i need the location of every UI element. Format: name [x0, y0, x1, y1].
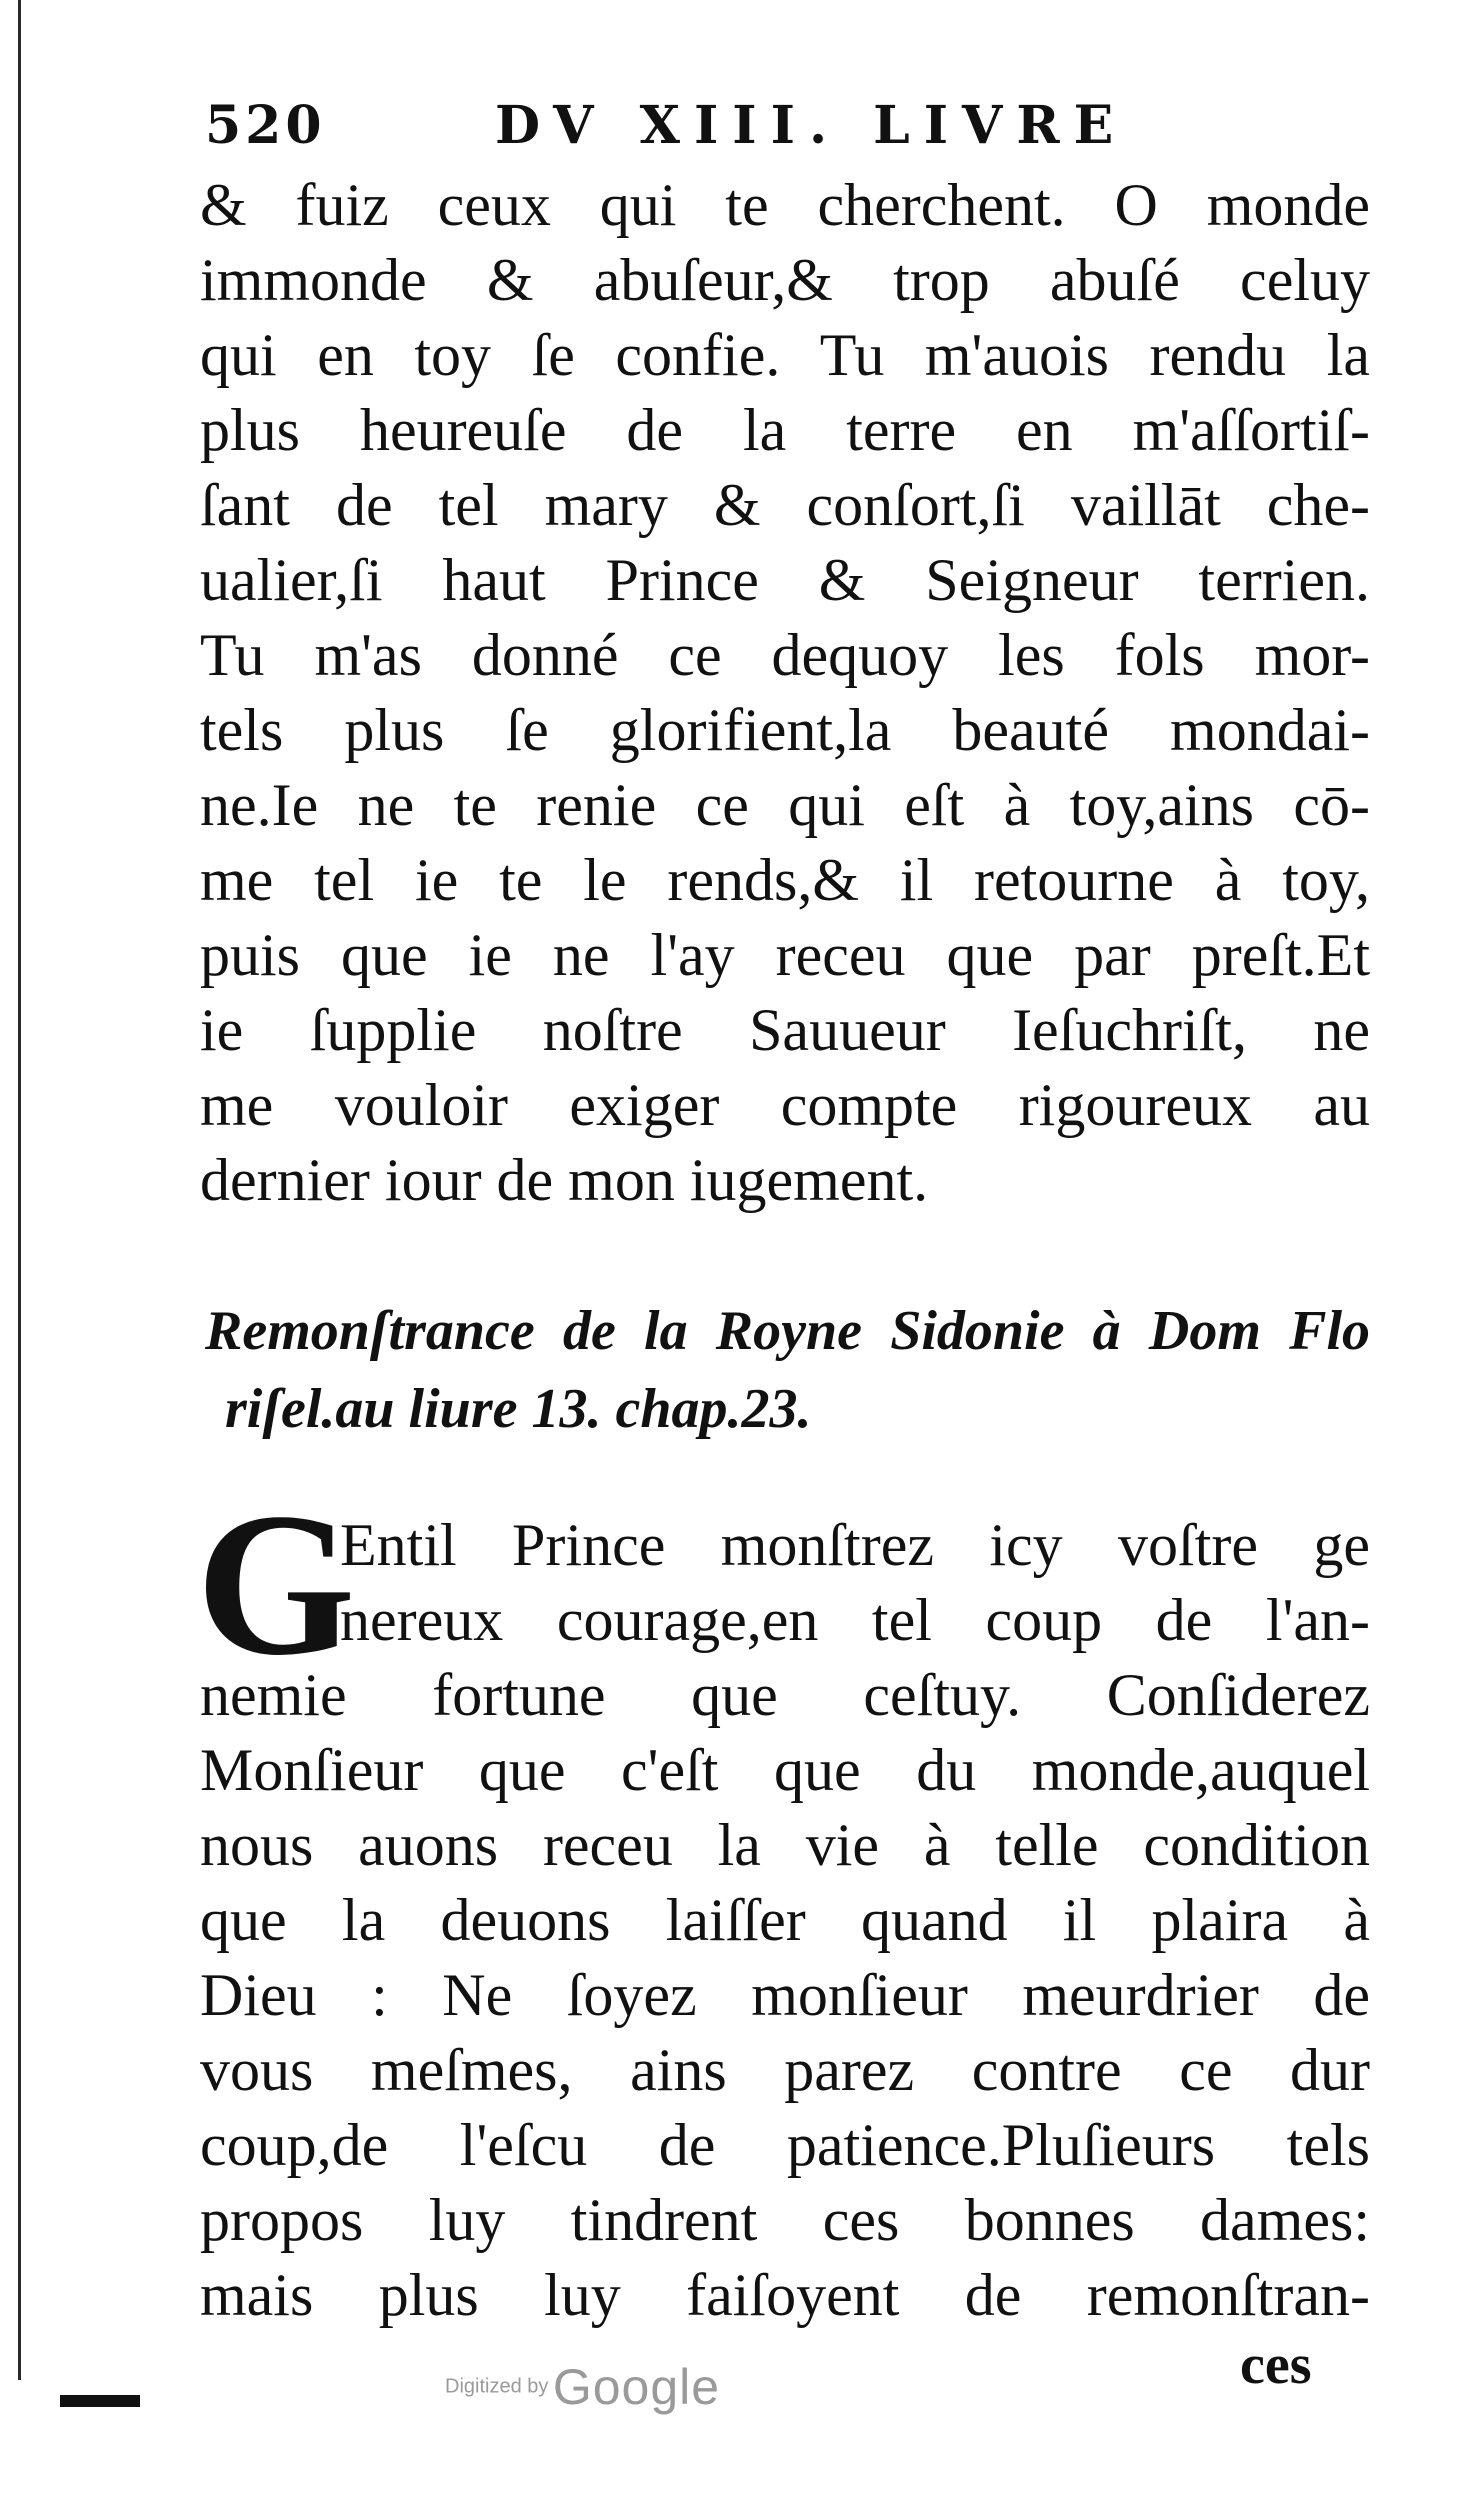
text-line: Dieu : Ne ſoyez monſieur meurdrier de — [200, 1962, 1370, 2028]
page-edge-shadow — [18, 0, 21, 2380]
text-line: puis que ie ne l'ay receu que par preſt.Et — [200, 922, 1370, 988]
text-line: que la deuons laiſſer quand il plaira à — [200, 1887, 1370, 1953]
text-line: ualier,ſi haut Prince & Seigneur terrien. — [200, 547, 1370, 613]
section-heading — [205, 1292, 1370, 1448]
text-line: me vouloir exiger compte rigoureux au — [200, 1072, 1370, 1138]
running-head-title: DV XIII. LIVRE — [495, 95, 1128, 156]
text-line: me tel ie te le rends,& il retourne à toy, — [200, 847, 1370, 913]
digitized-watermark — [445, 2358, 720, 2416]
text-line: Entil Prince monſtrez icy voſtre ge — [340, 1512, 1370, 1578]
heading-line: Remonſtrance de la Royne Sidonie à Dom Flo — [205, 1300, 1370, 1362]
text-line: Tu m'as donné ce dequoy les fols mor- — [200, 622, 1370, 688]
text-line: nemie fortune que ceſtuy. Conſiderez — [200, 1662, 1370, 1728]
page-number: 520 — [205, 95, 326, 156]
text-line: ie ſupplie noſtre Sauueur Ieſuchriſt, ne — [200, 997, 1370, 1063]
text-line: plus heureuſe de la terre en m'aſſortiſ- — [200, 397, 1370, 463]
text-line: nereux courage,en tel coup de l'an- — [340, 1587, 1370, 1653]
text-line: propos luy tindrent ces bonnes dames: — [200, 2187, 1370, 2253]
heading-line: riſel.au liure 13. chap.23. — [225, 1378, 812, 1440]
text-line: Monſieur que c'eſt que du monde,auquel — [200, 1737, 1370, 1803]
drop-cap-initial: G — [196, 1471, 356, 1698]
text-line: dernier iour de mon iugement. — [200, 1147, 929, 1213]
watermark-prefix: Digitized by — [445, 2375, 549, 2398]
text-line: ſant de tel mary & conſort,ſi vaillāt che- — [200, 472, 1370, 538]
text-line: tels plus ſe glorifient,la beauté mondai- — [200, 697, 1370, 763]
text-line: nous auons receu la vie à telle condition — [200, 1812, 1370, 1878]
watermark-brand: Google — [552, 2359, 721, 2415]
body-text-bottom — [200, 1508, 1370, 2333]
text-line: qui en toy ſe confie. Tu m'auois rendu la — [200, 322, 1370, 388]
text-line: vous meſmes, ains parez contre ce dur — [200, 2037, 1370, 2103]
catchword: ces — [1240, 2334, 1312, 2396]
text-line: coup,de l'eſcu de patience.Pluſieurs tels — [200, 2112, 1370, 2178]
page-edge-mark — [60, 2395, 140, 2407]
text-line: ne.Ie ne te renie ce qui eſt à toy,ains cō- — [200, 772, 1370, 838]
running-head — [195, 95, 1345, 165]
text-line: mais plus luy faiſoyent de remonſtran- — [200, 2262, 1370, 2328]
body-text-top — [200, 168, 1370, 1218]
text-line: immonde & abuſeur,& trop abuſé celuy — [200, 247, 1370, 313]
text-line: & fuiz ceux qui te cherchent. O monde — [200, 172, 1370, 238]
